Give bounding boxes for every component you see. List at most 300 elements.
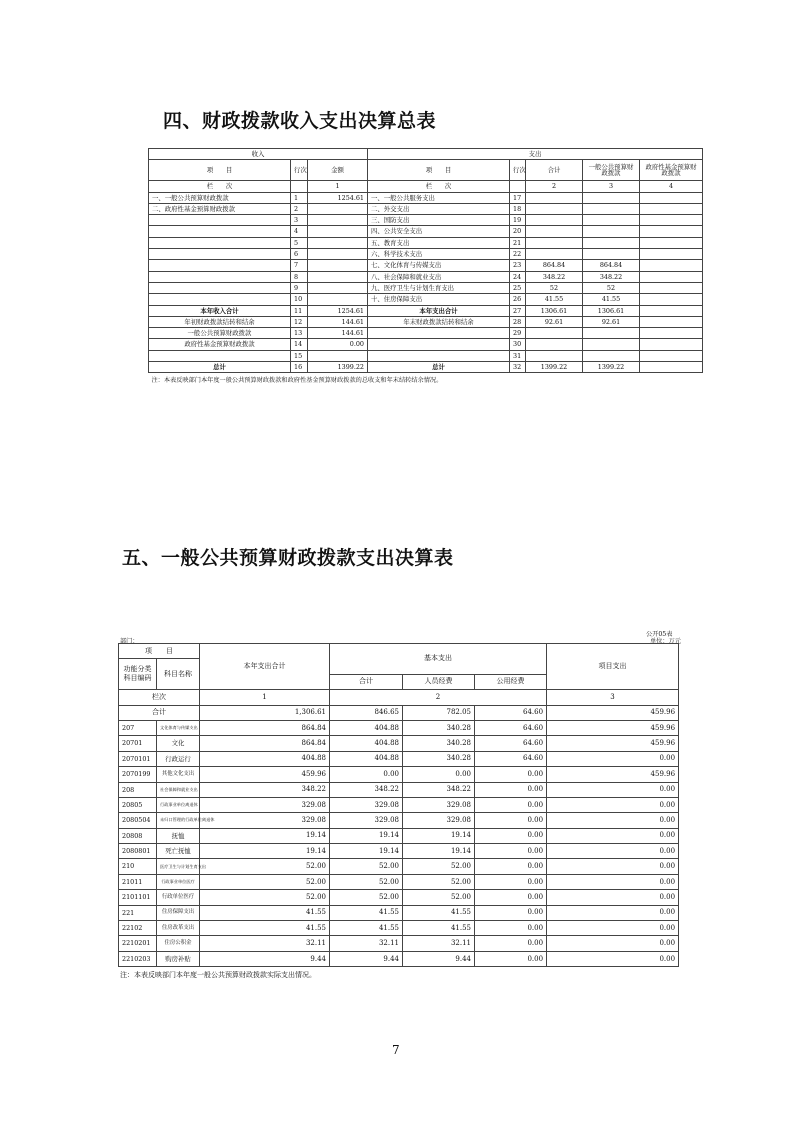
table-row	[149, 215, 703, 226]
expense-total-header: 合计	[526, 160, 583, 181]
income-amount	[308, 294, 368, 305]
expense-rowno: 18	[510, 203, 526, 214]
basic-total: 32.11	[330, 936, 403, 951]
subject-name: 文化	[157, 736, 200, 751]
lanci-4: 4	[640, 181, 703, 192]
year-total: 52.00	[200, 890, 330, 905]
expense-item: 四、公共安全支出	[368, 226, 510, 237]
basic-total: 329.08	[330, 813, 403, 828]
income-amount: 0.00	[308, 339, 368, 350]
income-rowno: 2	[291, 203, 308, 214]
income-item	[149, 271, 291, 282]
table-row	[119, 751, 679, 766]
income-item: 政府性基金预算财政拨款	[149, 339, 291, 350]
total-public: 64.60	[475, 705, 547, 720]
subject-code: 207	[119, 720, 157, 735]
public-header: 公用经费	[475, 674, 547, 689]
income-rowno: 1	[291, 192, 308, 203]
project: 0.00	[547, 751, 679, 766]
subject-name: 行政单位医疗	[157, 890, 200, 905]
income-rowno: 13	[291, 328, 308, 339]
expense-gov	[640, 215, 703, 226]
income-item	[149, 294, 291, 305]
personnel: 9.44	[403, 951, 475, 966]
income-amount: 1254.61	[308, 192, 368, 203]
year-total: 404.88	[200, 751, 330, 766]
expense-gov	[640, 328, 703, 339]
subject-code: 2080801	[119, 844, 157, 859]
subject-code: 2070199	[119, 767, 157, 782]
public: 0.00	[475, 828, 547, 843]
subject-name: 购房补贴	[157, 951, 200, 966]
expense-gov	[640, 362, 703, 373]
project: 0.00	[547, 813, 679, 828]
expense-rowno: 31	[510, 350, 526, 361]
income-rowno: 6	[291, 249, 308, 260]
table-row	[149, 271, 703, 282]
expense-general: 1306.61	[583, 305, 640, 316]
expense-general	[583, 328, 640, 339]
expense-rowno: 29	[510, 328, 526, 339]
subject-name: 其他文化支出	[157, 767, 200, 782]
subject-code: 208	[119, 782, 157, 797]
basic-total: 329.08	[330, 797, 403, 812]
year-total: 864.84	[200, 720, 330, 735]
total-project: 459.96	[547, 705, 679, 720]
total-row-label: 合计	[119, 705, 200, 720]
subject-code: 21011	[119, 874, 157, 889]
table-row	[149, 294, 703, 305]
subject-name: 住房改革支出	[157, 921, 200, 936]
expense-item	[368, 339, 510, 350]
expense-general	[583, 203, 640, 214]
expense-gov	[640, 282, 703, 293]
income-rowno: 14	[291, 339, 308, 350]
expense-rowno: 21	[510, 237, 526, 248]
expense-item: 年末财政拨款结转和结余	[368, 316, 510, 327]
personnel: 19.14	[403, 844, 475, 859]
income-rowno: 9	[291, 282, 308, 293]
year-total: 459.96	[200, 767, 330, 782]
form-number: 公开05表	[646, 631, 673, 638]
lanci-label: 栏 次	[149, 181, 291, 192]
public: 0.00	[475, 905, 547, 920]
income-item	[149, 215, 291, 226]
expense-general: 92.61	[583, 316, 640, 327]
lanci-label: 栏次	[119, 690, 200, 705]
basic-total: 52.00	[330, 859, 403, 874]
summary-row	[149, 339, 703, 350]
expense-total: 1399.22	[526, 362, 583, 373]
expense-total	[526, 203, 583, 214]
expense-total	[526, 237, 583, 248]
income-amount	[308, 271, 368, 282]
year-total: 9.44	[200, 951, 330, 966]
expense-total: 92.61	[526, 316, 583, 327]
basic-total: 9.44	[330, 951, 403, 966]
project: 459.96	[547, 736, 679, 751]
basic-total-header: 合计	[330, 674, 403, 689]
income-rowno: 5	[291, 237, 308, 248]
expense-rowno: 25	[510, 282, 526, 293]
project: 0.00	[547, 936, 679, 951]
lanci-3: 3	[547, 690, 679, 705]
subject-name: 未归口管理的行政单位离退休	[157, 813, 200, 828]
income-amount	[308, 226, 368, 237]
table-row	[149, 226, 703, 237]
personnel: 340.28	[403, 720, 475, 735]
income-item	[149, 260, 291, 271]
expense-total	[526, 249, 583, 260]
expense-total: 41.55	[526, 294, 583, 305]
table-row	[119, 782, 679, 797]
personnel: 348.22	[403, 782, 475, 797]
year-total: 52.00	[200, 859, 330, 874]
public: 0.00	[475, 797, 547, 812]
subject-code: 22102	[119, 921, 157, 936]
expense-general: 52	[583, 282, 640, 293]
expense-gov	[640, 237, 703, 248]
income-rowno: 4	[291, 226, 308, 237]
subject-code: 2210203	[119, 951, 157, 966]
basic-total: 52.00	[330, 890, 403, 905]
expense-gov	[640, 316, 703, 327]
year-total: 864.84	[200, 736, 330, 751]
subject-name: 文化体育与传媒支出	[157, 720, 200, 735]
table-row	[119, 905, 679, 920]
income-item	[149, 350, 291, 361]
expense-item: 一、一般公共服务支出	[368, 192, 510, 203]
subject-code: 2080504	[119, 813, 157, 828]
section4-note: 注：本表反映部门本年度一般公共预算财政拨款和政府性基金预算财政拨款的总收支和年末结转结余情况。	[149, 373, 703, 390]
expense-gov	[640, 192, 703, 203]
project: 0.00	[547, 859, 679, 874]
year-total: 52.00	[200, 874, 330, 889]
expense-rowno: 28	[510, 316, 526, 327]
personnel: 41.55	[403, 921, 475, 936]
income-amount-header: 金额	[308, 160, 368, 181]
expense-item: 十、住房保障支出	[368, 294, 510, 305]
income-amount: 144.61	[308, 316, 368, 327]
subject-name: 抚恤	[157, 828, 200, 843]
public: 0.00	[475, 951, 547, 966]
basic-total: 52.00	[330, 874, 403, 889]
basic-total: 19.14	[330, 828, 403, 843]
expense-item: 六、科学技术支出	[368, 249, 510, 260]
expense-rowno: 20	[510, 226, 526, 237]
public: 0.00	[475, 936, 547, 951]
project: 0.00	[547, 828, 679, 843]
table-row	[119, 859, 679, 874]
year-total: 348.22	[200, 782, 330, 797]
public: 0.00	[475, 859, 547, 874]
income-amount	[308, 282, 368, 293]
income-item	[149, 249, 291, 260]
expense-item-header: 项 目	[368, 160, 510, 181]
table-row	[119, 736, 679, 751]
income-item: 总计	[149, 362, 291, 373]
subject-name: 社会保障和就业支出	[157, 782, 200, 797]
income-amount: 1399.22	[308, 362, 368, 373]
income-rowno: 3	[291, 215, 308, 226]
personnel-header: 人员经费	[403, 674, 475, 689]
subject-code: 20701	[119, 736, 157, 751]
project: 459.96	[547, 720, 679, 735]
income-rowno-header: 行次	[291, 160, 308, 181]
expense-general	[583, 226, 640, 237]
expense-gov	[640, 305, 703, 316]
expense-general-header: 一般公共预算财政拨款	[583, 160, 640, 181]
subject-code: 2101101	[119, 890, 157, 905]
expense-rowno: 27	[510, 305, 526, 316]
public: 64.60	[475, 751, 547, 766]
year-total-header: 本年支出合计	[200, 644, 330, 690]
expense-item: 二、外交支出	[368, 203, 510, 214]
table-row	[119, 890, 679, 905]
year-total: 41.55	[200, 905, 330, 920]
total-basic-total: 846.65	[330, 705, 403, 720]
expense-gov	[640, 203, 703, 214]
expense-gov	[640, 226, 703, 237]
expense-item: 五、教育支出	[368, 237, 510, 248]
subject-name: 住房保障支出	[157, 905, 200, 920]
public: 0.00	[475, 874, 547, 889]
expense-item: 九、医疗卫生与计划生育支出	[368, 282, 510, 293]
expense-total	[526, 192, 583, 203]
income-rowno: 15	[291, 350, 308, 361]
expense-general	[583, 192, 640, 203]
income-rowno: 7	[291, 260, 308, 271]
basic-total: 41.55	[330, 905, 403, 920]
subject-name: 行政事业单位离退休	[157, 797, 200, 812]
public: 64.60	[475, 720, 547, 735]
expense-general	[583, 215, 640, 226]
expense-gov	[640, 249, 703, 260]
public: 0.00	[475, 782, 547, 797]
public: 0.00	[475, 844, 547, 859]
basic-total: 19.14	[330, 844, 403, 859]
income-amount	[308, 203, 368, 214]
lanci-1: 1	[200, 690, 330, 705]
income-item: 年初财政拨款结转和结余	[149, 316, 291, 327]
income-rowno: 10	[291, 294, 308, 305]
table-row	[119, 797, 679, 812]
expense-total: 864.84	[526, 260, 583, 271]
project: 459.96	[547, 767, 679, 782]
summary-row	[149, 350, 703, 361]
personnel: 340.28	[403, 736, 475, 751]
year-total: 329.08	[200, 813, 330, 828]
table-row	[119, 813, 679, 828]
expense-item	[368, 350, 510, 361]
income-amount	[308, 260, 368, 271]
project: 0.00	[547, 951, 679, 966]
expense-item: 三、国防支出	[368, 215, 510, 226]
expense-rowno: 30	[510, 339, 526, 350]
expense-total	[526, 226, 583, 237]
summary-row	[149, 305, 703, 316]
basic-total: 348.22	[330, 782, 403, 797]
income-rowno: 12	[291, 316, 308, 327]
public: 0.00	[475, 921, 547, 936]
expense-general	[583, 237, 640, 248]
project: 0.00	[547, 797, 679, 812]
section4-title: 四、财政拨款收入支出决算总表	[163, 110, 437, 132]
personnel: 19.14	[403, 828, 475, 843]
expense-rowno: 32	[510, 362, 526, 373]
expense-total: 1306.61	[526, 305, 583, 316]
expense-rowno: 26	[510, 294, 526, 305]
table-row	[149, 237, 703, 248]
table-row	[119, 828, 679, 843]
expense-gov	[640, 350, 703, 361]
project: 0.00	[547, 782, 679, 797]
expense-total	[526, 328, 583, 339]
public: 64.60	[475, 736, 547, 751]
subject-code: 210	[119, 859, 157, 874]
table-row	[119, 921, 679, 936]
total-personnel: 782.05	[403, 705, 475, 720]
income-amount	[308, 350, 368, 361]
expense-rowno: 19	[510, 215, 526, 226]
project: 0.00	[547, 921, 679, 936]
income-item: 本年收入合计	[149, 305, 291, 316]
income-header: 收入	[149, 149, 368, 160]
basic-total: 404.88	[330, 736, 403, 751]
year-total: 32.11	[200, 936, 330, 951]
subject-name: 行政运行	[157, 751, 200, 766]
year-total: 19.14	[200, 844, 330, 859]
project: 0.00	[547, 890, 679, 905]
summary-row	[149, 328, 703, 339]
subject-code: 20808	[119, 828, 157, 843]
income-item: 二、政府性基金预算财政拨款	[149, 203, 291, 214]
item-header: 项 目	[119, 644, 200, 659]
basic-expense-header: 基本支出	[330, 644, 547, 675]
table-row	[149, 203, 703, 214]
expense-gov	[640, 271, 703, 282]
subject-name: 医疗卫生与计划生育支出	[157, 859, 200, 874]
expense-rowno: 17	[510, 192, 526, 203]
expense-item	[368, 328, 510, 339]
subject-code: 20805	[119, 797, 157, 812]
expense-gov-header: 政府性基金预算财政拨款	[640, 160, 703, 181]
expense-total: 348.22	[526, 271, 583, 282]
basic-total: 404.88	[330, 751, 403, 766]
total-year-total: 1,306.61	[200, 705, 330, 720]
lanci-2: 2	[330, 690, 547, 705]
lanci-3: 3	[583, 181, 640, 192]
project: 0.00	[547, 844, 679, 859]
project-expense-header: 项目支出	[547, 644, 679, 690]
basic-total: 404.88	[330, 720, 403, 735]
unit-label: 单位：万元	[650, 638, 681, 645]
income-amount	[308, 237, 368, 248]
expense-total	[526, 215, 583, 226]
subject-code: 2210201	[119, 936, 157, 951]
table-row	[119, 767, 679, 782]
expense-gov	[640, 339, 703, 350]
expense-general: 348.22	[583, 271, 640, 282]
table-row	[149, 249, 703, 260]
basic-total: 0.00	[330, 767, 403, 782]
expense-total: 52	[526, 282, 583, 293]
table-row	[119, 844, 679, 859]
code-header: 功能分类科目编码	[119, 659, 157, 690]
expense-general	[583, 249, 640, 260]
income-amount: 144.61	[308, 328, 368, 339]
department-label: 部门：	[120, 638, 139, 645]
income-rowno: 11	[291, 305, 308, 316]
personnel: 52.00	[403, 874, 475, 889]
fiscal-income-expense-summary-table	[148, 148, 703, 389]
public: 0.00	[475, 890, 547, 905]
year-total: 329.08	[200, 797, 330, 812]
income-item	[149, 282, 291, 293]
personnel: 329.08	[403, 813, 475, 828]
lanci-label: 栏 次	[368, 181, 510, 192]
expense-gov	[640, 260, 703, 271]
personnel: 41.55	[403, 905, 475, 920]
expense-general	[583, 339, 640, 350]
expense-header: 支出	[368, 149, 703, 160]
expense-total	[526, 339, 583, 350]
personnel: 329.08	[403, 797, 475, 812]
expense-rowno-header: 行次	[510, 160, 526, 181]
subject-name: 行政事业单位医疗	[157, 874, 200, 889]
expense-general: 41.55	[583, 294, 640, 305]
table-row	[119, 720, 679, 735]
income-item: 一、一般公共预算财政拨款	[149, 192, 291, 203]
section5-note: 注：本表反映部门本年度一般公共预算财政拨款实际支出情况。	[120, 971, 316, 979]
expense-rowno: 22	[510, 249, 526, 260]
subject-code: 221	[119, 905, 157, 920]
year-total: 19.14	[200, 828, 330, 843]
section5-title: 五、一般公共预算财政拨款支出决算表	[122, 547, 454, 569]
project: 0.00	[547, 905, 679, 920]
subject-name: 死亡抚恤	[157, 844, 200, 859]
expense-item: 总计	[368, 362, 510, 373]
income-amount	[308, 249, 368, 260]
income-amount	[308, 215, 368, 226]
income-item	[149, 226, 291, 237]
basic-total: 41.55	[330, 921, 403, 936]
expense-general	[583, 350, 640, 361]
lanci-1: 1	[308, 181, 368, 192]
income-rowno: 8	[291, 271, 308, 282]
year-total: 41.55	[200, 921, 330, 936]
income-rowno: 16	[291, 362, 308, 373]
table-row	[149, 282, 703, 293]
summary-row	[149, 362, 703, 373]
table-row	[119, 936, 679, 951]
income-item-header: 项 目	[149, 160, 291, 181]
expense-general: 864.84	[583, 260, 640, 271]
expense-rowno: 23	[510, 260, 526, 271]
table-row	[119, 874, 679, 889]
table-row	[149, 192, 703, 203]
personnel: 52.00	[403, 859, 475, 874]
name-header: 科目名称	[157, 659, 200, 690]
expense-gov	[640, 294, 703, 305]
income-item	[149, 237, 291, 248]
expense-item: 七、文化体育与传媒支出	[368, 260, 510, 271]
table-row	[119, 951, 679, 966]
expense-total	[526, 350, 583, 361]
summary-row	[149, 316, 703, 327]
subject-code: 2070101	[119, 751, 157, 766]
public: 0.00	[475, 767, 547, 782]
